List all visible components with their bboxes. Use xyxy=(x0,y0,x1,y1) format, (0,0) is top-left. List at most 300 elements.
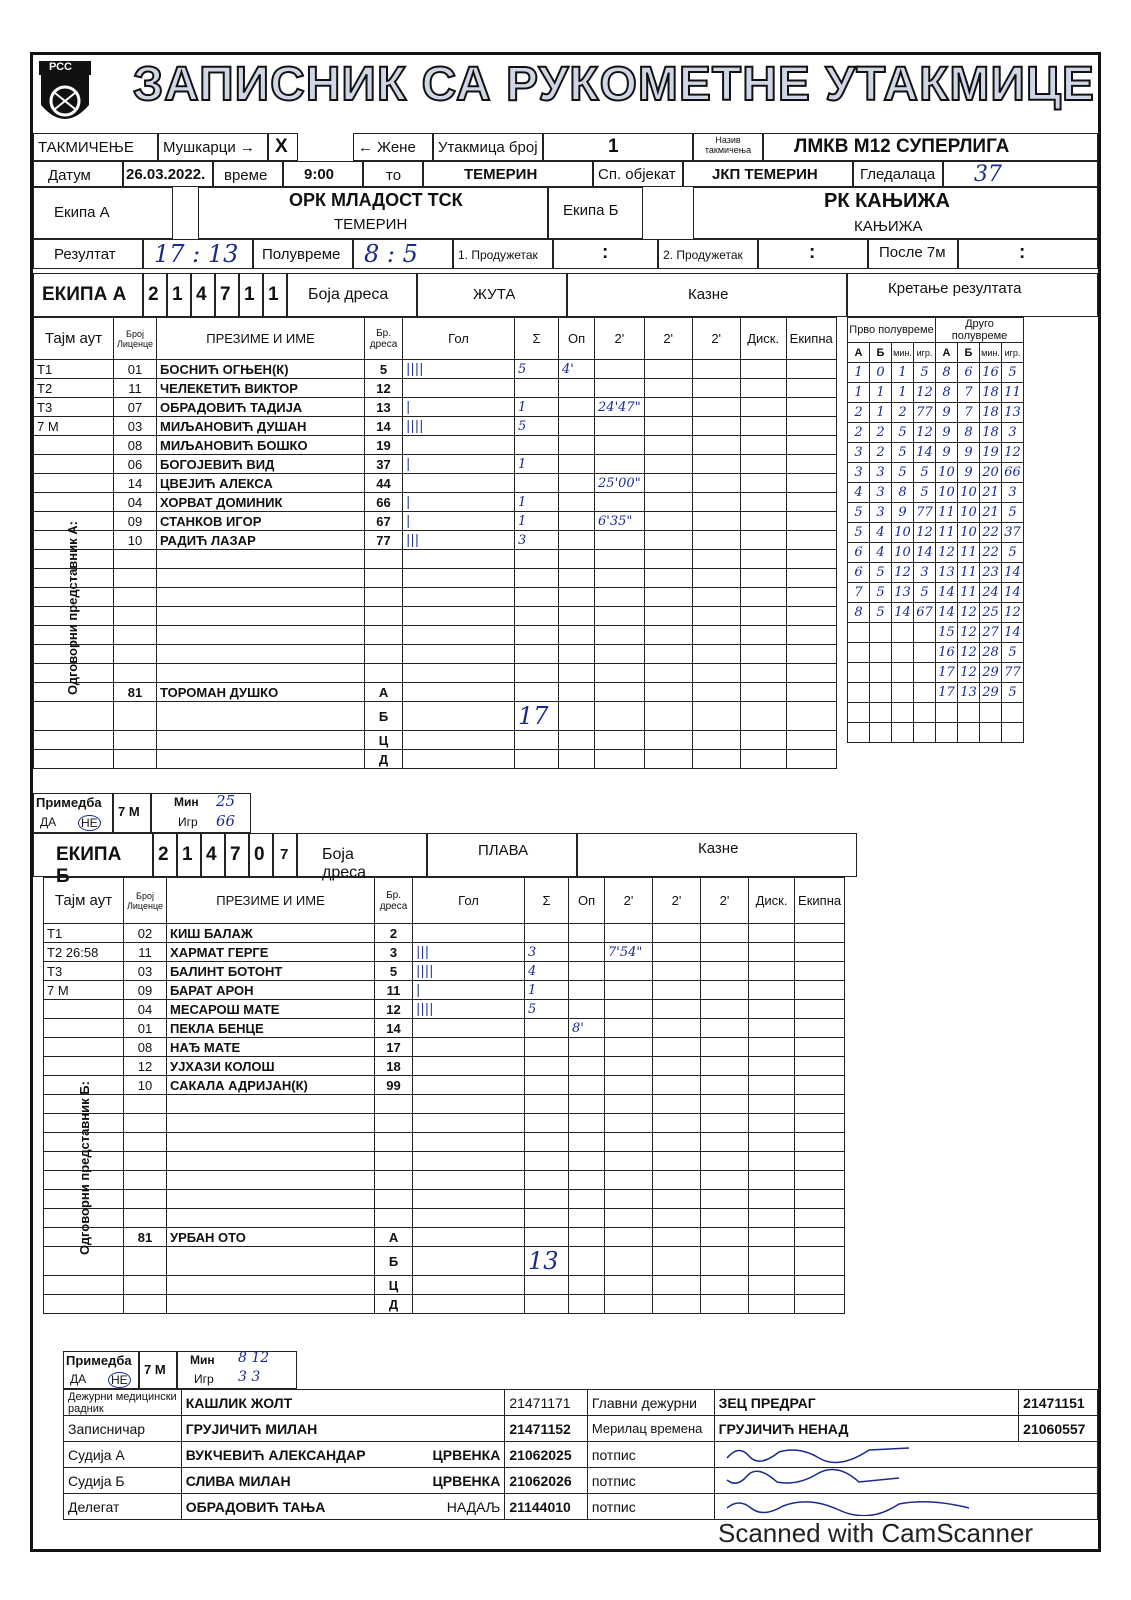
empty-cell xyxy=(559,607,595,626)
empty-cell xyxy=(525,1209,569,1228)
empty-cell xyxy=(740,683,786,702)
progress-cell: 25 xyxy=(980,603,1002,623)
empty-cell xyxy=(157,607,365,626)
progress-cell: 2 xyxy=(848,423,870,443)
empty-cell xyxy=(692,550,740,569)
official-name: ТОРОМАН ДУШКО xyxy=(157,683,365,702)
license-cell: 10 xyxy=(114,531,157,550)
timeout-cell xyxy=(34,493,114,512)
empty-cell xyxy=(124,1114,167,1133)
warning-cell xyxy=(569,1295,605,1314)
empty-cell xyxy=(740,493,786,512)
gender-mark: X xyxy=(268,133,298,161)
empty-cell xyxy=(749,1190,795,1209)
team-b-row xyxy=(44,1247,845,1276)
col-two3: 2' xyxy=(692,318,740,360)
player-name: НАЂ МАТЕ xyxy=(167,1038,375,1057)
warning-cell xyxy=(569,1000,605,1019)
empty-cell xyxy=(124,1209,167,1228)
empty-cell xyxy=(786,683,836,702)
progress-cell: 13 xyxy=(958,683,980,703)
empty-cell xyxy=(740,664,786,683)
timeout-cell: T1 xyxy=(34,360,114,379)
empty-cell xyxy=(692,436,740,455)
empty-cell xyxy=(114,626,157,645)
team-a-code-3: 7 xyxy=(215,273,239,317)
goals-tally xyxy=(413,1076,525,1095)
player-name: МИЉАНОВИЋ БОШКО xyxy=(157,436,365,455)
goals-tally xyxy=(413,1276,525,1295)
medic-name: КАШЛИК ЖОЛТ xyxy=(181,1390,505,1416)
empty-cell xyxy=(701,1190,749,1209)
suspension-cell xyxy=(595,455,645,474)
result: 17 : 13 xyxy=(143,239,253,269)
spectators-label: Гледалаца xyxy=(853,161,943,187)
license-cell: 06 xyxy=(114,455,157,474)
team-a-row xyxy=(34,455,837,474)
empty-cell xyxy=(525,1133,569,1152)
progress-cell: 1 xyxy=(848,363,870,383)
progress-cell: 7 xyxy=(958,403,980,423)
empty-cell xyxy=(525,1190,569,1209)
rss-logo xyxy=(37,59,93,133)
progress-cell: 11 xyxy=(958,583,980,603)
empty-cell xyxy=(595,550,645,569)
scorer-name: ГРУЈИЧИЋ МИЛАН xyxy=(181,1416,505,1442)
team-b-row xyxy=(44,1057,845,1076)
team-a-responsible-label: Одговорни представник А: xyxy=(65,521,80,695)
b-col-sum: Σ xyxy=(525,878,569,924)
progress-cell: 3 xyxy=(870,483,892,503)
refa-sign-label: потпис xyxy=(587,1442,714,1468)
jersey-number: 14 xyxy=(375,1019,413,1038)
progress-cell xyxy=(914,723,936,743)
empty-cell xyxy=(157,550,365,569)
warning-cell xyxy=(559,731,595,750)
official-name xyxy=(167,1276,375,1295)
progress-cell: 5 xyxy=(1002,643,1024,663)
empty-cell xyxy=(653,1114,701,1133)
goals-sum xyxy=(525,1076,569,1095)
official-license xyxy=(114,702,157,731)
official-name xyxy=(167,1295,375,1314)
progress-cell xyxy=(1002,723,1024,743)
after7: : xyxy=(958,239,1098,269)
empty-cell xyxy=(653,1228,701,1247)
empty-cell xyxy=(786,645,836,664)
progress-row xyxy=(848,503,1024,523)
license-cell: 10 xyxy=(124,1076,167,1095)
progress-cell: 16 xyxy=(936,643,958,663)
second-half-label: Друго полувреме xyxy=(936,318,1024,343)
team-b-row xyxy=(44,1295,845,1314)
warning-cell xyxy=(559,512,595,531)
progress-cell xyxy=(892,643,914,663)
empty-cell xyxy=(365,569,403,588)
progress-cell: 2 xyxy=(870,443,892,463)
min-value: 25 xyxy=(216,792,236,810)
player-name: БАРАТ АРОН xyxy=(167,981,375,1000)
empty-cell xyxy=(365,588,403,607)
progress-cell: 10 xyxy=(892,543,914,563)
goals-tally: ||| xyxy=(403,531,515,550)
license-cell: 14 xyxy=(114,474,157,493)
team-a-code-0: 2 xyxy=(143,273,167,317)
empty-cell xyxy=(701,1095,749,1114)
team-a-row xyxy=(34,493,837,512)
progress-cell: 4 xyxy=(870,523,892,543)
empty-cell xyxy=(786,750,836,769)
team-a-row xyxy=(34,750,837,769)
b-col-disq: Диск. xyxy=(749,878,795,924)
delegate-name: ОБРАДОВИЋ ТАЊА xyxy=(185,1498,326,1515)
progress-cell: 1 xyxy=(892,383,914,403)
empty-cell xyxy=(692,417,740,436)
empty-cell xyxy=(786,360,836,379)
empty-cell xyxy=(740,750,786,769)
col-two2: 2' xyxy=(644,318,692,360)
warning-cell xyxy=(569,924,605,943)
progress-cell: 2 xyxy=(870,423,892,443)
official-license: 81 xyxy=(114,683,157,702)
empty-cell xyxy=(605,1171,653,1190)
empty-cell xyxy=(515,645,559,664)
competition-name: ЛМКВ М12 СУПЕРЛИГА xyxy=(763,133,1098,161)
progress-cell: 11 xyxy=(958,543,980,563)
progress-cell: 10 xyxy=(958,523,980,543)
progress-cell: 5 xyxy=(892,423,914,443)
progress-cell: 20 xyxy=(980,463,1002,483)
team-a-label: Екипа А xyxy=(33,187,173,239)
empty-cell xyxy=(795,1295,845,1314)
suspension-cell xyxy=(595,436,645,455)
progress-cell xyxy=(870,623,892,643)
empty-cell xyxy=(749,1247,795,1276)
b-col-license: Број Лиценце xyxy=(124,878,167,924)
empty-cell xyxy=(749,1000,795,1019)
warning-cell xyxy=(559,683,595,702)
progress-row xyxy=(848,523,1024,543)
warning-cell xyxy=(559,531,595,550)
col-warn: Оп xyxy=(559,318,595,360)
empty-cell xyxy=(559,645,595,664)
player-name: МЕСАРОШ МАТЕ xyxy=(167,1000,375,1019)
goals-sum xyxy=(515,436,559,455)
progress-row xyxy=(848,483,1024,503)
progress-cell: 13 xyxy=(1002,403,1024,423)
place-label: то xyxy=(363,161,423,187)
progress-cell: 17 xyxy=(936,683,958,703)
empty-cell xyxy=(786,379,836,398)
suspension-cell xyxy=(605,1228,653,1247)
empty-cell xyxy=(515,664,559,683)
team-b-row xyxy=(44,1038,845,1057)
timeout-cell: T2 xyxy=(34,379,114,398)
empty-cell xyxy=(701,1000,749,1019)
note-no: НЕ xyxy=(78,815,101,831)
progress-cell xyxy=(848,703,870,723)
empty-cell xyxy=(595,626,645,645)
empty-cell xyxy=(157,569,365,588)
progress-cell xyxy=(936,703,958,723)
empty-cell xyxy=(786,398,836,417)
official-name xyxy=(167,1247,375,1276)
team-a-row xyxy=(34,683,837,702)
col-timeout: Тајм аут xyxy=(34,318,114,360)
seven-m-label: 7 М xyxy=(113,793,151,833)
team-b-name: РК КАЊИЖА xyxy=(824,190,950,212)
warning-cell xyxy=(559,417,595,436)
team-b-penalties-label: Казне xyxy=(577,833,857,877)
empty-cell xyxy=(740,474,786,493)
team-a-progress-label: Кретање резултата xyxy=(847,273,1098,317)
empty-cell xyxy=(692,474,740,493)
empty-cell xyxy=(749,1114,795,1133)
team-a-row xyxy=(34,436,837,455)
warning-cell xyxy=(569,1057,605,1076)
progress-cell: 3 xyxy=(870,503,892,523)
empty-cell xyxy=(749,1209,795,1228)
team-b-row xyxy=(44,962,845,981)
team-a-box xyxy=(198,187,548,239)
progress-cell: 5 xyxy=(892,443,914,463)
official-name xyxy=(157,731,365,750)
competition-name-label: Назив такмичења xyxy=(693,133,763,161)
empty-cell xyxy=(114,588,157,607)
col-sum: Σ xyxy=(515,318,559,360)
empty-cell xyxy=(365,664,403,683)
team-b-row xyxy=(44,924,845,943)
suspension-cell xyxy=(605,1276,653,1295)
team-a-row xyxy=(34,417,837,436)
goals-total xyxy=(525,1276,569,1295)
empty-cell xyxy=(786,493,836,512)
empty-cell xyxy=(569,1209,605,1228)
progress-cell: 13 xyxy=(936,563,958,583)
team-a-header xyxy=(33,273,1098,317)
empty-cell xyxy=(569,1114,605,1133)
timeout-cell: T3 xyxy=(34,398,114,417)
delegate-license: 21144010 xyxy=(505,1494,588,1520)
progress-cell xyxy=(892,683,914,703)
refa-city: ЦРВЕНКА xyxy=(432,1446,501,1463)
progress-cell: 21 xyxy=(980,483,1002,503)
progress-cell: 12 xyxy=(958,623,980,643)
jersey-number: 5 xyxy=(365,360,403,379)
warning-cell xyxy=(559,379,595,398)
team-a-row xyxy=(34,512,837,531)
progress-row xyxy=(848,363,1024,383)
empty-cell xyxy=(403,645,515,664)
empty-cell xyxy=(124,1152,167,1171)
empty-cell xyxy=(740,550,786,569)
progress-cell: 12 xyxy=(958,663,980,683)
ot1-label: 1. Продужетак xyxy=(453,239,553,269)
progress-cell: 17 xyxy=(936,663,958,683)
empty-cell xyxy=(786,702,836,731)
progress-cell: 7 xyxy=(848,583,870,603)
team-a-row xyxy=(34,360,837,379)
team-a-name: ОРК МЛАДОСТ ТСК xyxy=(289,190,463,210)
suspension-cell: 6'35" xyxy=(595,512,645,531)
empty-cell xyxy=(749,981,795,1000)
progress-cell xyxy=(870,643,892,663)
empty-cell xyxy=(644,493,692,512)
delegate-cell xyxy=(181,1494,505,1520)
license-cell: 02 xyxy=(124,924,167,943)
goals-sum: 5 xyxy=(515,417,559,436)
progress-cell: 12 xyxy=(958,603,980,623)
empty-cell xyxy=(740,360,786,379)
empty-cell xyxy=(740,731,786,750)
women-label: ← Жене xyxy=(353,133,433,161)
progress-cell: 1 xyxy=(870,403,892,423)
empty-cell xyxy=(525,1152,569,1171)
progress-cell: 67 xyxy=(914,603,936,623)
empty-cell xyxy=(375,1171,413,1190)
progress-cell xyxy=(870,663,892,683)
medic-label: Дежурни медицински радник xyxy=(64,1390,182,1416)
progress-cell xyxy=(914,663,936,683)
team-b-code-5: 7 xyxy=(273,833,297,877)
progress-cell: 14 xyxy=(936,603,958,623)
team-b-row xyxy=(44,1114,845,1133)
empty-cell xyxy=(692,750,740,769)
b-col-number: Бр. дреса xyxy=(375,878,413,924)
progress-row xyxy=(848,703,1024,723)
ot2-label: 2. Продужетак xyxy=(658,239,758,269)
goals-tally: | xyxy=(413,981,525,1000)
progress-cell: 29 xyxy=(980,663,1002,683)
timeout-cell xyxy=(44,1295,124,1314)
time: 9:00 xyxy=(283,161,363,187)
empty-cell xyxy=(701,1152,749,1171)
empty-cell xyxy=(740,626,786,645)
team-b-jersey-label: Боја дреса xyxy=(297,833,427,877)
empty-cell xyxy=(795,924,845,943)
empty-cell xyxy=(701,1114,749,1133)
progress-cell: 5 xyxy=(1002,503,1024,523)
official-role: А xyxy=(375,1228,413,1247)
empty-cell xyxy=(403,550,515,569)
player-name: ОБРАДОВИЋ ТАДИЈА xyxy=(157,398,365,417)
goals-tally xyxy=(403,436,515,455)
empty-cell xyxy=(525,1114,569,1133)
ot2: : xyxy=(758,239,868,269)
empty-cell xyxy=(375,1114,413,1133)
warning-cell xyxy=(569,1038,605,1057)
timeout-cell xyxy=(44,1000,124,1019)
player-name: САКАЛА АДРИЈАН(К) xyxy=(167,1076,375,1095)
progress-cell: 14 xyxy=(1002,623,1024,643)
b-min-label: Мин xyxy=(190,1353,215,1367)
empty-cell xyxy=(749,1038,795,1057)
prog-col-a1: А xyxy=(848,343,870,363)
timeout-cell xyxy=(44,1038,124,1057)
empty-cell xyxy=(749,1171,795,1190)
empty-cell xyxy=(701,1247,749,1276)
progress-row xyxy=(848,663,1024,683)
empty-cell xyxy=(157,664,365,683)
progress-cell: 5 xyxy=(1002,683,1024,703)
team-b-code-3: 7 xyxy=(225,833,249,877)
progress-cell xyxy=(870,723,892,743)
empty-cell xyxy=(701,1019,749,1038)
col-two1: 2' xyxy=(595,318,645,360)
empty-cell xyxy=(786,731,836,750)
progress-cell xyxy=(936,723,958,743)
warning-cell xyxy=(559,474,595,493)
team-a-row xyxy=(34,379,837,398)
officials-footer xyxy=(63,1389,1098,1520)
refa-signature xyxy=(714,1442,1097,1468)
progress-cell: 27 xyxy=(980,623,1002,643)
refb-cell xyxy=(181,1468,505,1494)
empty-cell xyxy=(653,1190,701,1209)
empty-cell xyxy=(403,664,515,683)
empty-cell xyxy=(749,1295,795,1314)
team-b-code-0: 2 xyxy=(153,833,177,877)
warning-cell xyxy=(569,1276,605,1295)
timer-name: ГРУЈИЧИЋ НЕНАД xyxy=(714,1416,1019,1442)
progress-cell: 29 xyxy=(980,683,1002,703)
warning-cell xyxy=(569,1076,605,1095)
jersey-number: 3 xyxy=(375,943,413,962)
license-cell: 11 xyxy=(114,379,157,398)
team-a-note-box xyxy=(33,793,113,833)
empty-cell xyxy=(701,1228,749,1247)
empty-cell xyxy=(740,417,786,436)
empty-cell xyxy=(595,664,645,683)
timer-label: Мерилац времена xyxy=(587,1416,714,1442)
col-number: Бр. дреса xyxy=(365,318,403,360)
result-label: Резултат xyxy=(33,239,143,269)
jersey-number: 77 xyxy=(365,531,403,550)
official-license xyxy=(114,750,157,769)
progress-cell: 19 xyxy=(980,443,1002,463)
empty-cell xyxy=(124,1171,167,1190)
player-name: ЧЕЛЕКЕТИЋ ВИКТОР xyxy=(157,379,365,398)
suspension-cell xyxy=(595,417,645,436)
delegate-city: НАДАЉ xyxy=(446,1498,501,1515)
goals-tally: |||| xyxy=(403,417,515,436)
date: 26.03.2022. xyxy=(123,161,213,187)
empty-cell xyxy=(595,588,645,607)
progress-cell xyxy=(870,703,892,723)
progress-row xyxy=(848,543,1024,563)
refb-label: Судија Б xyxy=(64,1468,182,1494)
progress-cell: 5 xyxy=(892,463,914,483)
empty-cell xyxy=(786,531,836,550)
empty-cell xyxy=(375,1095,413,1114)
empty-cell xyxy=(749,1019,795,1038)
empty-cell xyxy=(644,360,692,379)
progress-cell xyxy=(870,683,892,703)
spectators: 37 xyxy=(943,161,1098,187)
empty-cell xyxy=(740,588,786,607)
team-b-row xyxy=(44,1228,845,1247)
empty-cell xyxy=(644,436,692,455)
empty-cell xyxy=(795,962,845,981)
team-b-code-1: 1 xyxy=(177,833,201,877)
delegate-label: Делегат xyxy=(64,1494,182,1520)
warning-cell xyxy=(569,962,605,981)
empty-cell xyxy=(413,1095,525,1114)
team-a-row xyxy=(34,550,837,569)
time-label: време xyxy=(213,161,283,187)
empty-cell xyxy=(124,1133,167,1152)
timeout-cell xyxy=(44,1019,124,1038)
